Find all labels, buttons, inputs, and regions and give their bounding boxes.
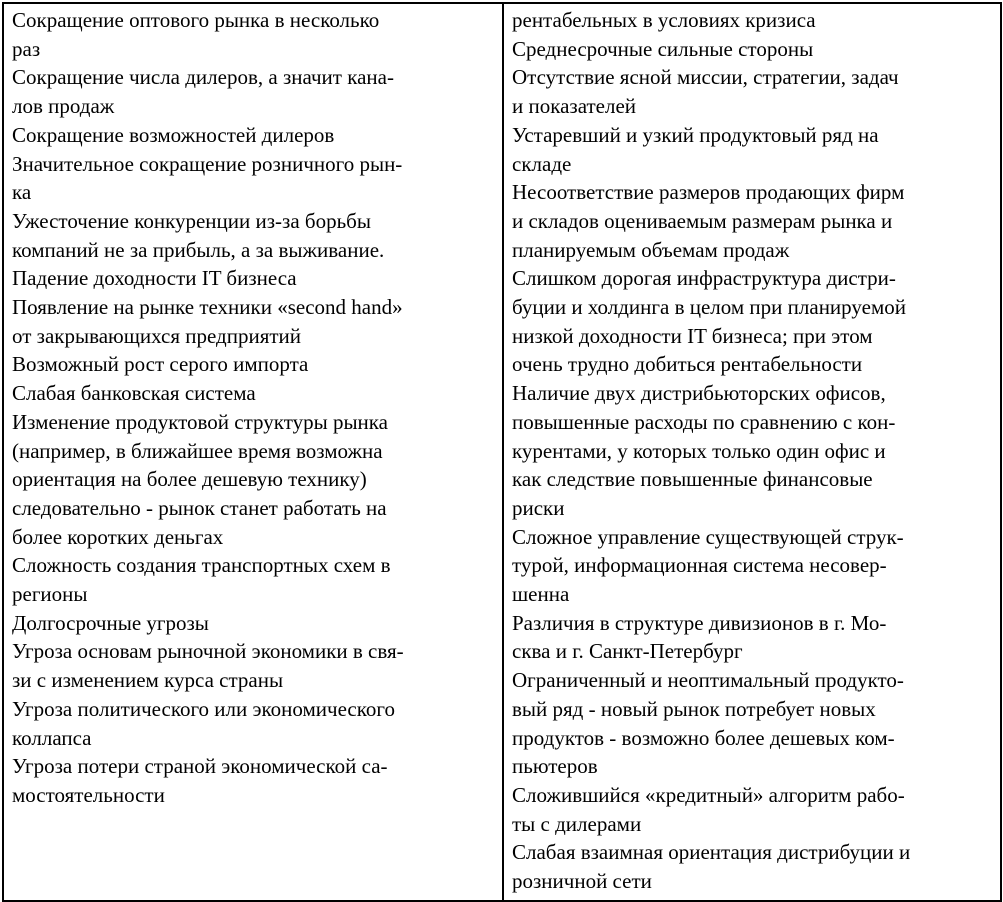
text-line: Сокращение числа дилеров, а значит кана- (12, 65, 394, 90)
text-line: коллапса (12, 725, 92, 750)
text-line: следовательно - рынок станет работать на (12, 495, 387, 520)
text-line: Значительное сокращение розничного рын- (12, 151, 403, 176)
text-line: риски (512, 495, 565, 520)
text-line: Долгосрочные угрозы (12, 610, 209, 635)
text-line: от закрывающихся предприятий (12, 323, 302, 348)
text-line: планируемым объемам продаж (512, 237, 790, 262)
text-line: Отсутствие ясной миссии, стратегии, задач (512, 65, 899, 90)
weaknesses-column (503, 3, 1001, 901)
text-line: Сокращение возможностей дилеров (12, 122, 335, 147)
text-line: Ограниченный и неоптимальный продукто- (512, 668, 904, 693)
text-line: очень трудно добиться рентабельности (512, 352, 863, 377)
text-line: Слишком дорогая инфраструктура дистри- (512, 266, 896, 291)
text-line: мостоятельности (12, 782, 165, 807)
text-line: Угроза политического или экономического (12, 696, 395, 721)
text-line: розничной сети (512, 869, 652, 894)
text-line: Наличие двух дистрибьюторских офисов, (512, 381, 886, 406)
text-line: Сложившийся «кредитный» алгоритм рабо- (512, 782, 905, 807)
text-line: пьютеров (512, 754, 598, 779)
text-line: турой, информационная система несовер- (512, 553, 887, 578)
text-line: Изменение продуктовой структуры рынка (12, 409, 389, 434)
text-line: Несоответствие размеров продающих фирм (512, 180, 905, 205)
text-line: низкой доходности IT бизнеса; при этом (512, 323, 873, 348)
text-line: буции и холдинга в целом при планируемой (512, 295, 906, 320)
text-line: Слабая взаимная ориентация дистрибуции и (512, 840, 911, 865)
text-line: ориентация на более дешевую технику) (12, 467, 367, 492)
text-line: Появление на рынке техники «second hand» (12, 295, 403, 320)
threats-column (3, 3, 503, 901)
text-line: Возможный рост серого импорта (12, 352, 309, 377)
text-line: зи с изменением курса страны (12, 668, 284, 693)
text-line: компаний не за прибыль, а за выживание. (12, 237, 385, 262)
text-line: регионы (12, 582, 88, 607)
text-line: раз (12, 36, 41, 61)
text-line: (например, в ближайшее время возможна (12, 438, 383, 463)
text-line: Среднесрочные сильные стороны (512, 36, 814, 61)
text-line: Сокращение оптового рынка в несколько (12, 8, 380, 32)
text-line: Угроза основам рыночной экономики в свя- (12, 639, 404, 664)
text-line: Ужесточение конкуренции из-за борьбы (12, 208, 371, 233)
text-line: как следствие повышенные финансовые (512, 467, 873, 492)
text-line: Слабая банковская система (12, 381, 256, 406)
text-line: и показателей (512, 94, 637, 119)
text-line: Падение доходности IT бизнеса (12, 266, 297, 291)
text-line: лов продаж (12, 94, 115, 119)
text-line: ка (12, 180, 32, 205)
text-line: шенна (512, 582, 570, 607)
text-line: ты с дилерами (512, 811, 642, 836)
text-line: рентабельных в условиях кризиса (512, 8, 816, 32)
swot-table (2, 2, 1002, 902)
text-line: более коротких деньгах (12, 524, 224, 549)
text-line: Устаревший и узкий продуктовый ряд на (512, 122, 879, 147)
text-line: и складов оцениваемым размерам рынка и (512, 208, 893, 233)
text-line: курентами, у которых только один офис и (512, 438, 886, 463)
table-row (3, 3, 1001, 901)
text-line: продуктов - возможно более дешевых ком- (512, 725, 895, 750)
text-line: повышенные расходы по сравнению с кон- (512, 409, 896, 434)
text-line: вый ряд - новый рынок потребует новых (512, 696, 876, 721)
text-line: сква и г. Санкт-Петербург (512, 639, 743, 664)
text-line: Угроза потери страной экономической са- (12, 754, 388, 779)
text-line: Сложное управление существующей струк- (512, 524, 904, 549)
text-line: складе (512, 151, 572, 176)
text-line: Различия в структуре дивизионов в г. Мо- (512, 610, 887, 635)
text-line: Сложность создания транспортных схем в (12, 553, 391, 578)
